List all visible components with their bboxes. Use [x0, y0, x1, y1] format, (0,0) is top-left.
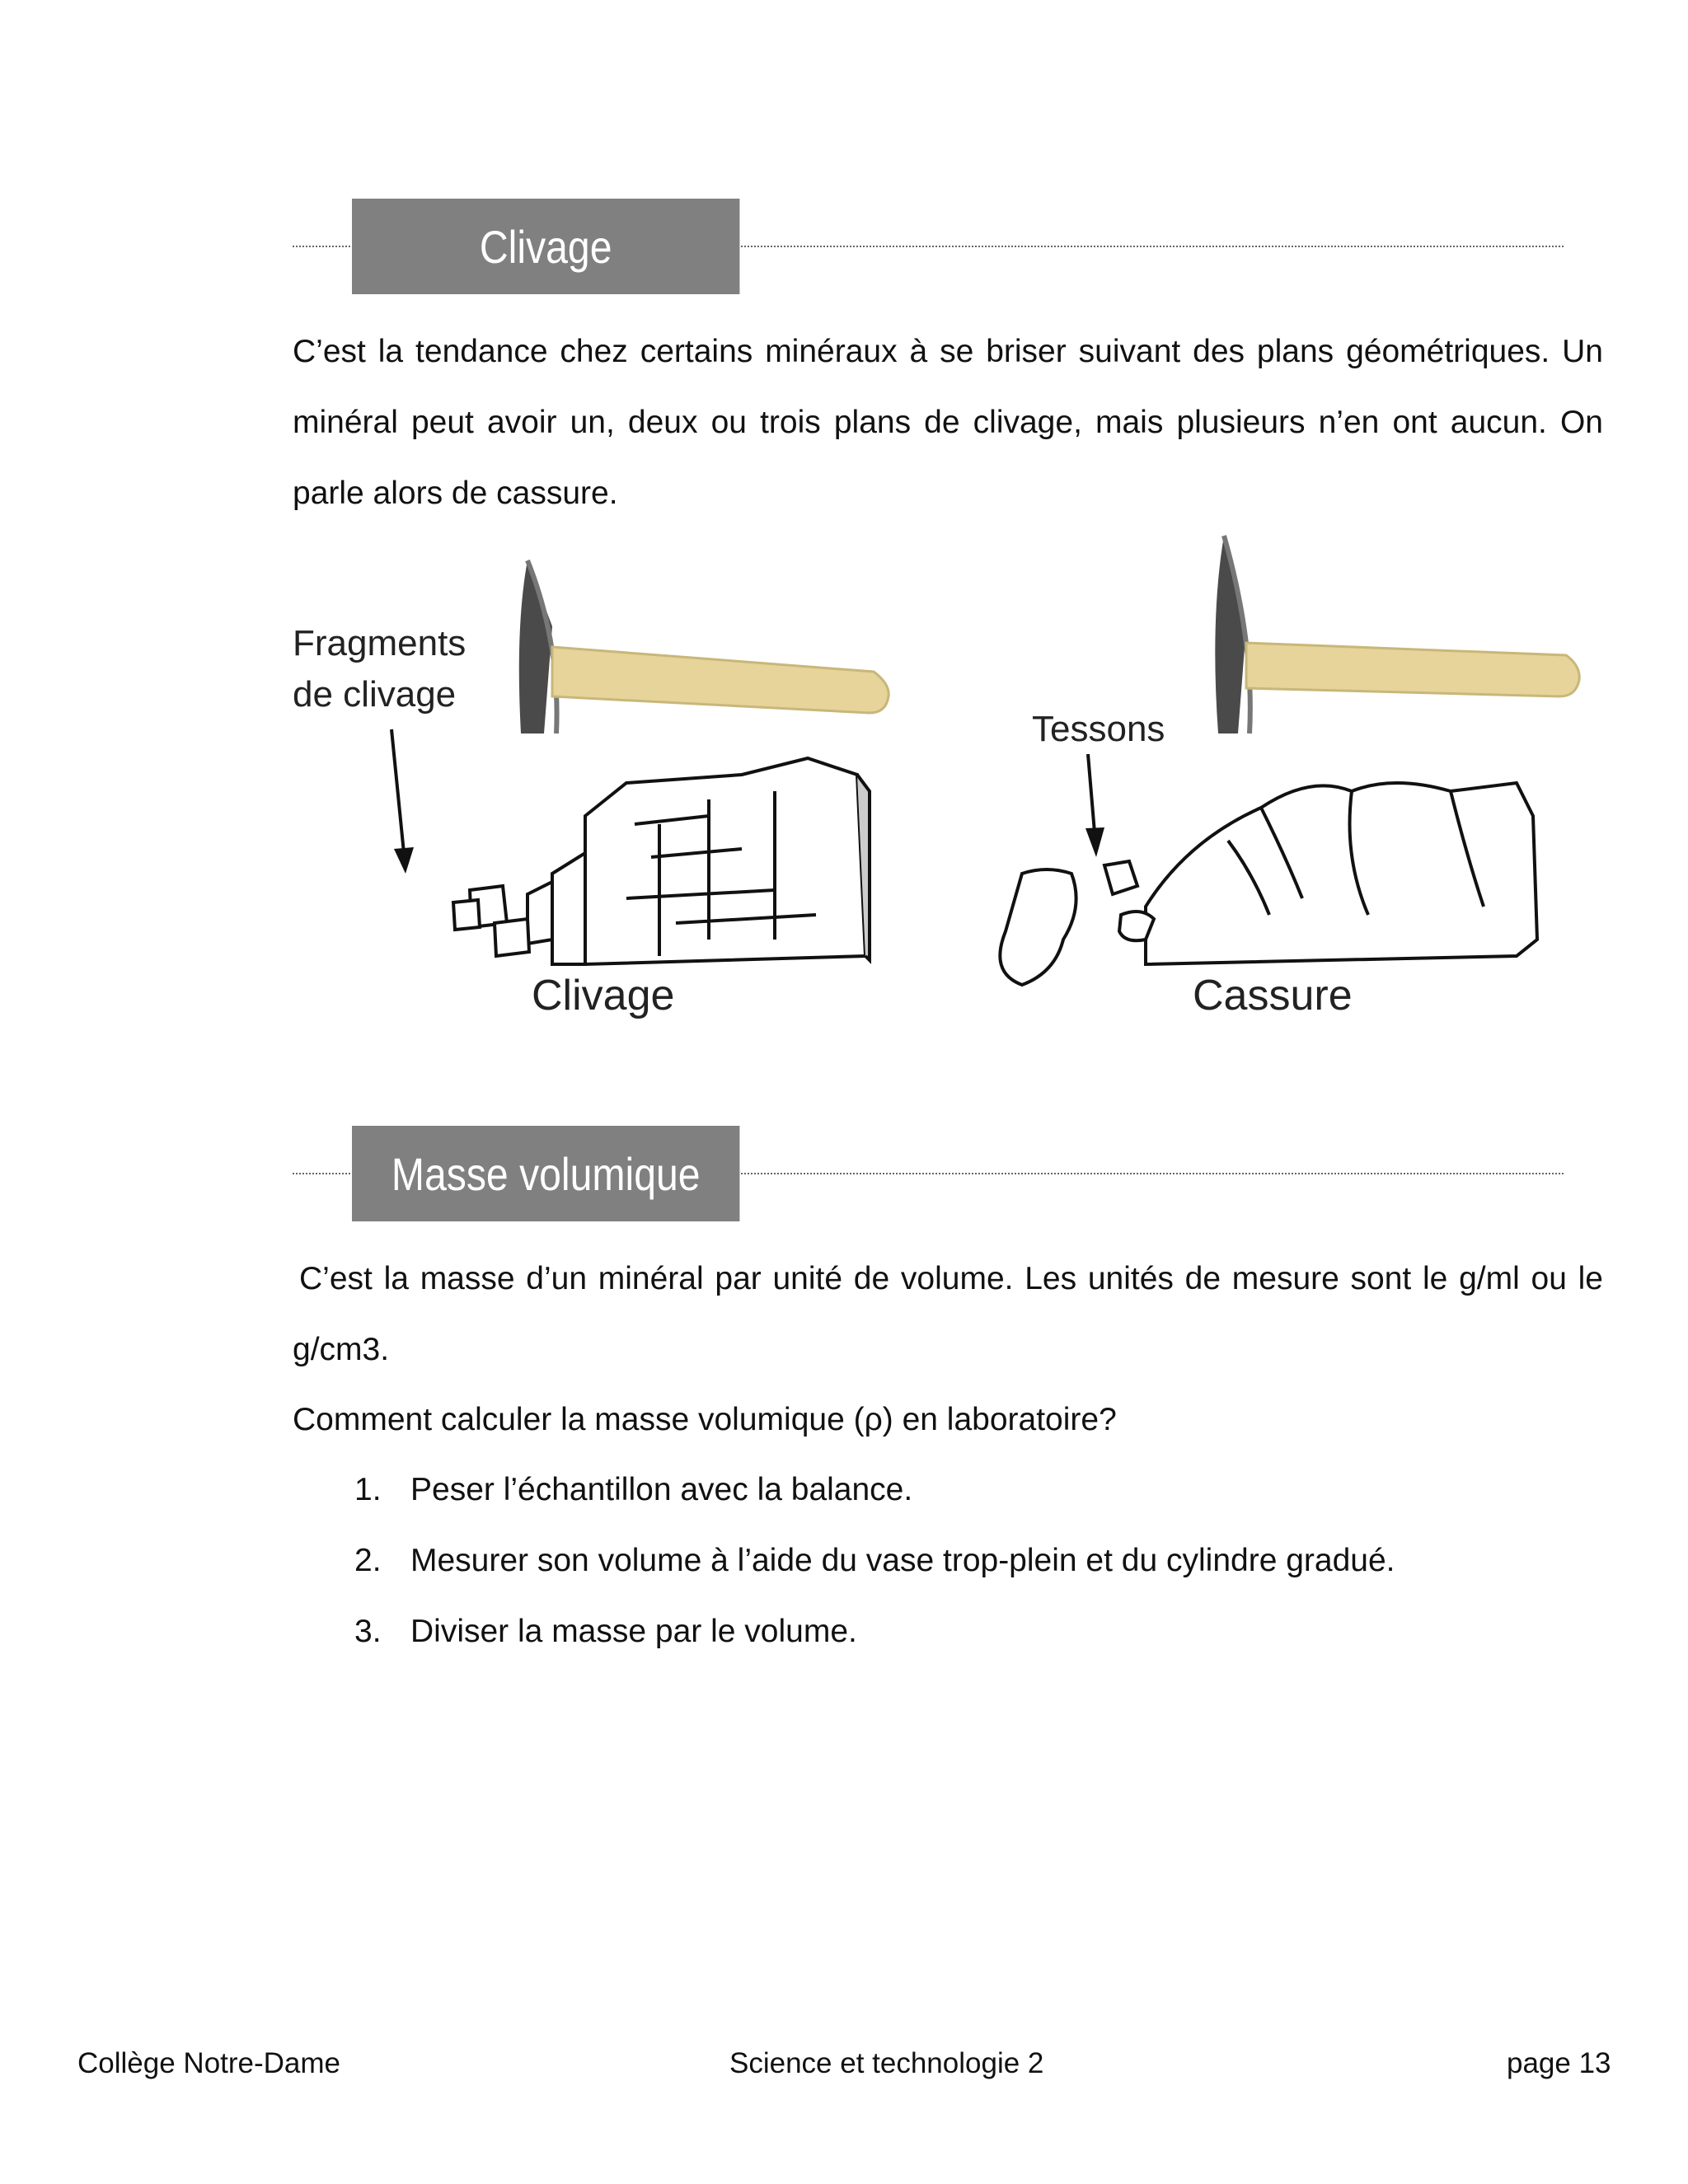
section-title: Clivage: [352, 199, 739, 294]
left-callout: [293, 618, 466, 720]
list-item: [354, 1526, 1395, 1596]
list-item: [354, 1596, 1395, 1667]
footer-center: Science et technologie 2: [729, 2047, 1044, 2079]
right-callout: Tessons: [1032, 709, 1165, 749]
section-header-masse-volumique: [293, 1126, 1564, 1221]
clivage-cassure-figure: [280, 527, 1607, 1038]
masse-volumique-paragraph: C’est la masse d’un minéral par unité de volume. Les unités de mesure sont le g/ml ou le g/cm3.: [293, 1261, 1603, 1367]
step-number: 1.: [354, 1472, 382, 1507]
figure-illustration: [280, 527, 1607, 1038]
section-title: Masse volumique: [352, 1126, 739, 1221]
list-item: [354, 1455, 1395, 1526]
left-caption: Clivage: [532, 972, 675, 1019]
left-callout-line1: Fragments: [293, 623, 467, 663]
clivage-paragraph: C’est la tendance chez certains minéraux à se briser suivant des plans géométriques. Un minéral peut avoir un, deux ou trois plans de clivage, mais plusieurs n’en ont aucun. On parle alors de cassure.: [293, 334, 1603, 511]
step-text: Peser l’échantillon avec la balance.: [410, 1472, 913, 1507]
footer-left: Collège Notre-Dame: [77, 2047, 341, 2079]
right-caption: Cassure: [1193, 972, 1353, 1019]
footer-page-number: page 13: [1507, 2047, 1611, 2079]
steps-list: [354, 1455, 1395, 1667]
question-line: Comment calculer la masse volumique (ρ) en laboratoire?: [293, 1402, 1117, 1437]
step-number: 3.: [354, 1614, 382, 1649]
left-callout-line2: de clivage: [293, 674, 457, 715]
step-text: Diviser la masse par le volume.: [410, 1614, 857, 1649]
step-number: 2.: [354, 1543, 382, 1578]
step-text: Mesurer son volume à l’aide du vase trop-plein et du cylindre gradué.: [410, 1543, 1395, 1578]
section-header-clivage: [293, 199, 1564, 294]
